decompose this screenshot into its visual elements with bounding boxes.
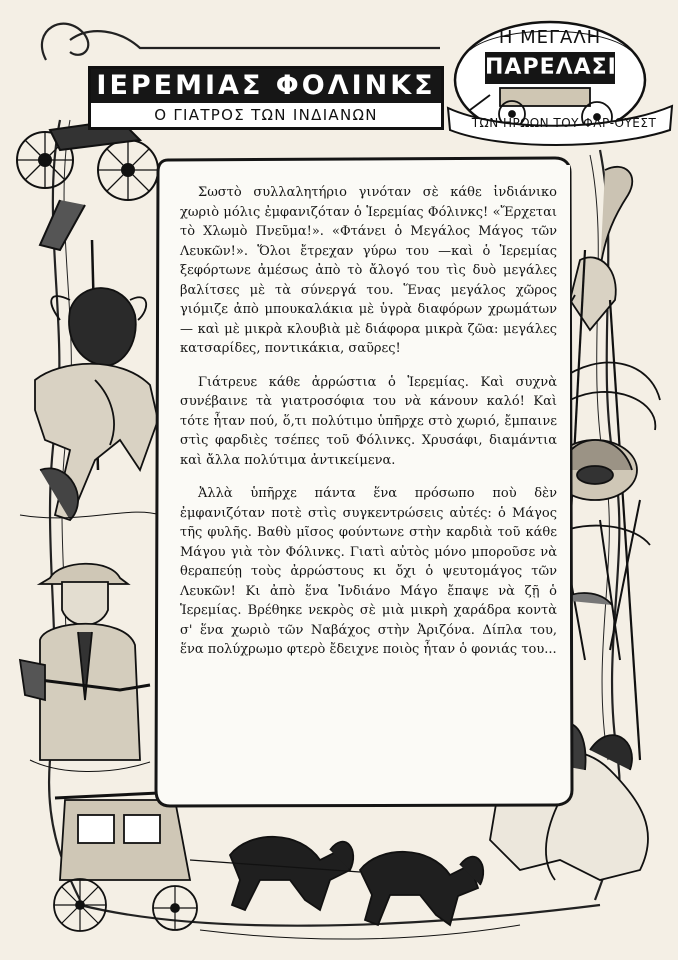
cowboy-illustration bbox=[20, 564, 150, 772]
series-title-line1: Η ΜΕΓΑΛΗ bbox=[498, 27, 602, 48]
stagecoach-illustration bbox=[54, 792, 520, 939]
story-paragraph: Σωστὸ συλλαλητήριο γινόταν σὲ κάθε ἰνδιάνικο χωριὸ μόλις ἐμφανιζόταν ὁ Ἱερεμίας Φόλινκς! «Ἔρχεται τὸ Χλωμὸ Πνεῦμα!». «Φτάνει ὁ Μεγάλος Μάγος τῶν Λευκῶν!». Ὅλοι ἔτρεχαν γύρω του —καὶ ὁ Ἱερεμίας ξεφόρτωνε ἀμέσως ἀπὸ τὸ ἄλογό του τὶς δυὸ μεγάλες βαλίτσες μὲ τὰ σύνεργά του. Ἕνας μεγάλος χῶρος γιόμιζε ἀπὸ μπουκαλάκια μὲ ὑγρὰ διαφόρων χρωμάτων — καὶ μὲ μικρὰ κλουβιὰ μὲ διάφορα μικρὰ ζῶα: μεγάλες κατσαρίδες, ποντικάκια, σαῦρες! bbox=[180, 185, 557, 356]
series-ribbon-text: ΤΩΝ ΗΡΩΩΝ ΤΟΥ ΦΑΡ-ΟΥΕΣΤ bbox=[471, 116, 657, 130]
story-paragraph: Γιάτρευε κάθε ἀρρώστια ὁ Ἱερεμίας. Καὶ συχνὰ συνέβαινε τὰ γιατροσόφια του νὰ κάνουν καλό! Καὶ τότε ἦταν πού, ὅ,τι πολύτιμο ὑπῆρχε στὸ χωριό, ἔμπαινε στὶς φαρδιὲς τσέπες τοῦ Φόλινκς. Χρυσάφι, διαμάντια καὶ ἄλλα πολύτιμα ἀντικείμενα. bbox=[180, 374, 557, 468]
title-plate bbox=[88, 66, 444, 130]
series-title-line2: ΠΑΡΕΛΑΣΙ bbox=[485, 55, 617, 80]
story-paragraph: Ἀλλὰ ὑπῆρχε πάντα ἕνα πρόσωπο ποὺ δὲν ἐμφανιζόταν ποτὲ στὶς συγκεντρώσεις αὐτές: ὁ Μάγος τῆς φυλῆς. Βαθὺ μῖσος φούντωνε στὴν καρδιὰ τοῦ κάθε Μάγου γιὰ τὸν Φόλινκς. Γιατὶ αὐτὸς μόνο μποροῦσε νὰ θεραπεύῃ τοὺς ἀρρώστους κι ὄχι ὁ ψευτομάγος τῶν Λευκῶν! Κι ἀπὸ ἕνα Ἰνδιάνο Μάγο ἔπαψε νὰ ζῇ ὁ Ἱερεμίας. Βρέθηκε νεκρὸς σὲ μιὰ μικρὴ χαράδρα κοντὰ σ' ἕνα χωριὸ τῶν Ναβάχος στὴν Ἀριζόνα. Δίπλα του, ἕνα πολύχρωμο φτερὸ ἔδειχνε ποιὸς ἦταν ὁ φονιάς του... bbox=[180, 486, 557, 657]
story-title: ΙΕΡΕΜΙΑΣ ΦΟΛΙΝΚΣ bbox=[91, 69, 441, 103]
story-text-panel bbox=[165, 165, 570, 793]
cannon-illustration bbox=[17, 120, 158, 250]
indian-rider-illustration bbox=[20, 240, 160, 520]
story-subtitle: Ο ΓΙΑΤΡΟΣ ΤΩΝ ΙΝΔΙΑΝΩΝ bbox=[154, 106, 378, 124]
